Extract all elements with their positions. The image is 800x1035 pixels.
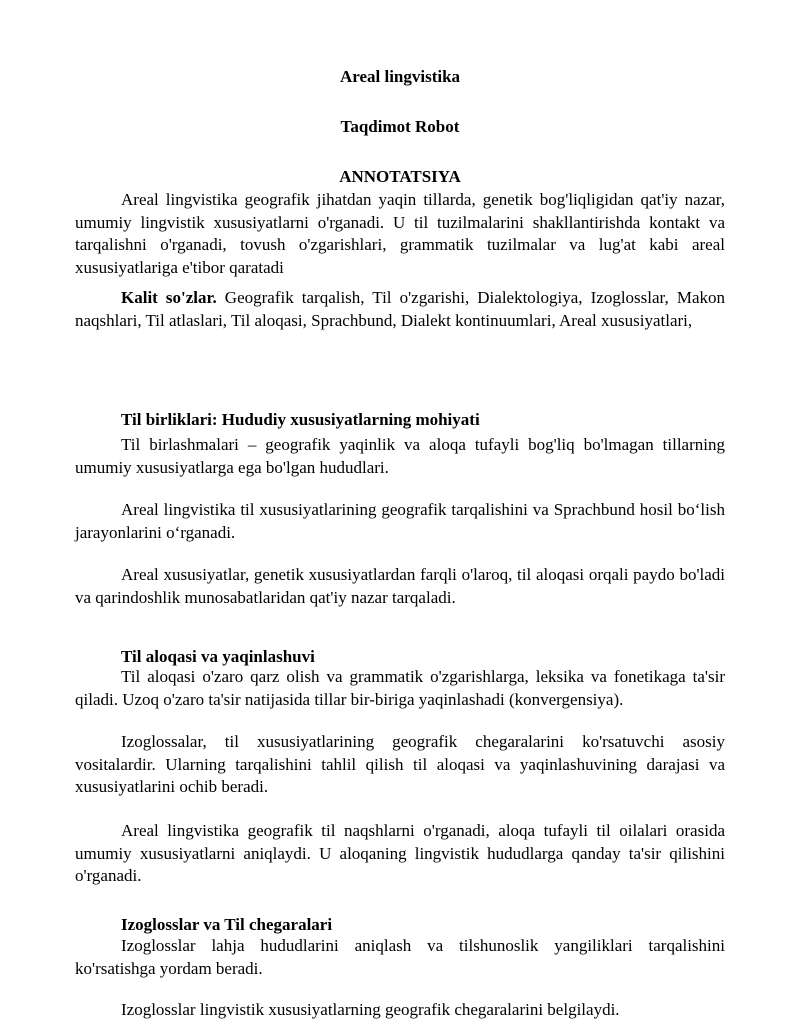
- document-subtitle: Taqdimot Robot: [340, 117, 460, 136]
- annotation-heading: ANNOTATSIYA: [339, 167, 461, 186]
- section-paragraph: Til birlashmalari – geografik yaqinlik va aloqa tufayli bog'liq bo'lmagan tillarning umumiy xususiyatlarga ega bo'lgan hududlari.: [75, 435, 725, 477]
- section-heading: Til aloqasi va yaqinlashuvi: [121, 647, 315, 666]
- keywords-paragraph: [75, 287, 725, 332]
- keywords-label: Kalit so'zlar.: [121, 288, 217, 307]
- keywords-list: Geografik tarqalish, Til o'zgarishi, Dialektologiya, Izoglosslar, Makon naqshlari, Til atlaslari, Til aloqasi, Sprachbund, Dialekt kontinuumlari, Areal xususiyatlari,: [75, 288, 725, 330]
- section-heading: Izoglosslar va Til chegaralari: [121, 915, 333, 934]
- section-paragraph: Izoglossalar, til xususiyatlarining geografik chegaralarini ko'rsatuvchi asosiy vositalardir. Ularning tarqalishini tahlil qilish til aloqasi va yaqinlashuvining darajasi va xususiyatlarini ochib beradi.: [75, 732, 725, 797]
- annotation-paragraph: Areal lingvistika geografik jihatdan yaqin tillarda, genetik bog'liqligidan qat'iy nazar, umumiy lingvistik xususiyatlarni o'rganadi. U til tuzilmalarini shakllantirishda kontakt va tarqalishni o'rganadi, tovush o'zgarishlari, grammatik tuzilmalar va lug'at kabi areal xususiyatlariga e'tibor qaratadi: [75, 190, 725, 277]
- section-paragraph: Areal lingvistika geografik til naqshlarni o'rganadi, aloqa tufayli til oilalari orasida umumiy xususiyatlarni aniqlaydi. U aloqaning lingvistik hududlarga qanday ta'sir qilishini o'rganadi.: [75, 821, 725, 886]
- section-heading: Til birliklari: Hududiy xususiyatlarning mohiyati: [121, 410, 480, 429]
- section-paragraph: Izoglosslar lingvistik xususiyatlarning geografik chegaralarini belgilaydi.: [121, 1000, 620, 1019]
- section-paragraph: Areal xususiyatlar, genetik xususiyatlardan farqli o'laroq, til aloqasi orqali paydo bo'ladi va qarindoshlik munosabatlaridan qat'iy nazar tarqaladi.: [75, 565, 725, 607]
- section-paragraph: Izoglosslar lahja hududlarini aniqlash va tilshunoslik yangiliklari tarqalishini ko'rsatishga yordam beradi.: [75, 936, 725, 978]
- section-paragraph: Areal lingvistika til xususiyatlarining geografik tarqalishini va Sprachbund hosil bo‘lish jarayonlarini o‘rganadi.: [75, 500, 725, 542]
- document-title: Areal lingvistika: [339, 67, 461, 86]
- section-paragraph: Til aloqasi o'zaro qarz olish va grammatik o'zgarishlarga, leksika va fonetikaga ta'sir qiladi. Uzoq o'zaro ta'sir natijasida tillar bir-biriga yaqinlashadi (konvergensiya).: [75, 667, 725, 709]
